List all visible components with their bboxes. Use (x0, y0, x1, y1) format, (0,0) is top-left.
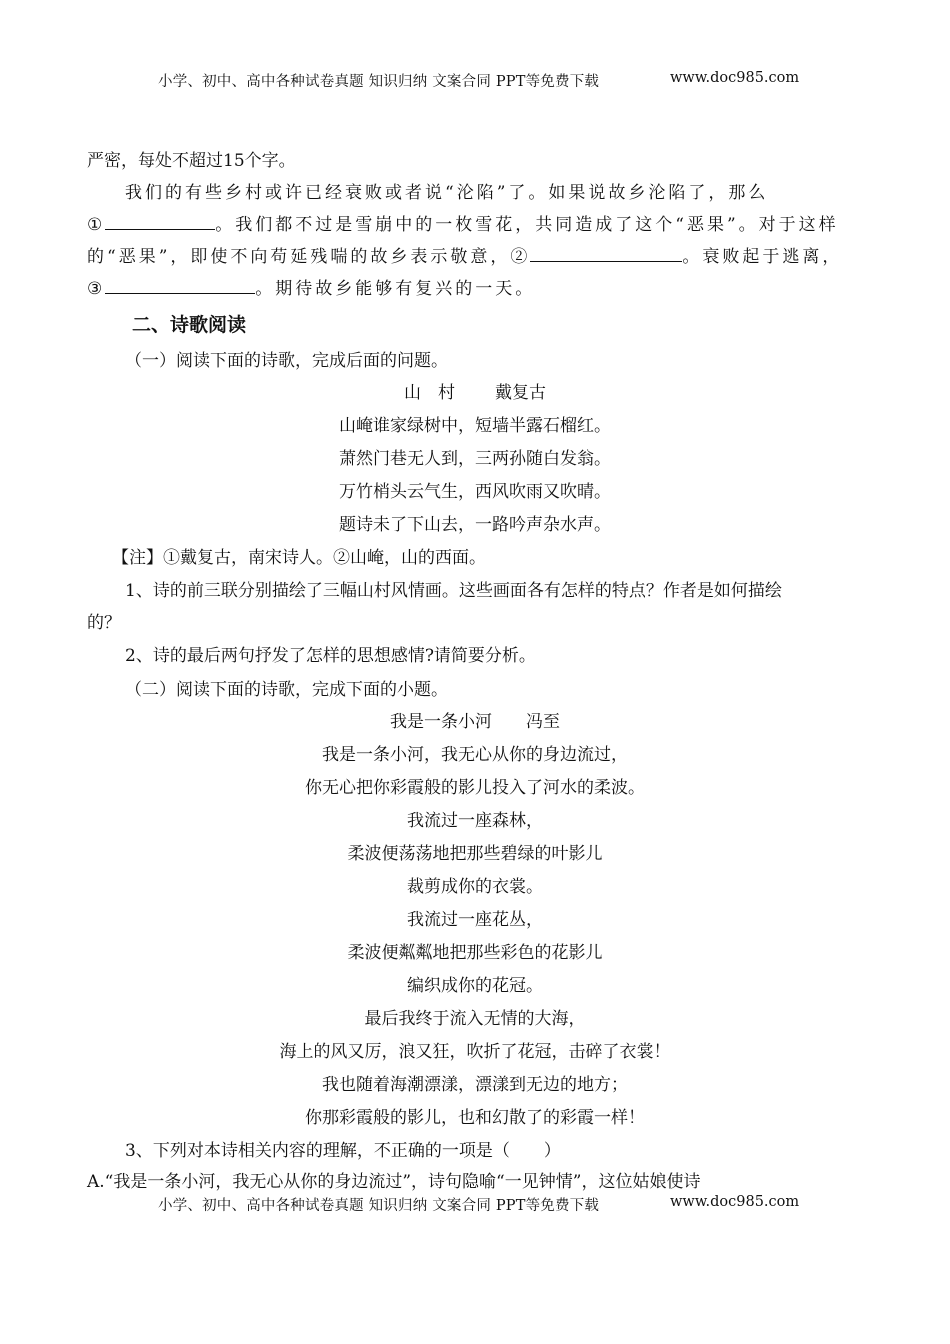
part1-intro: （一）阅读下面的诗歌，完成后面的问题。 (125, 351, 448, 371)
question-3-option-a: A.“我是一条小河，我无心从你的身边流过”，诗句隐喻“一见钟情”，这位姑娘使诗 (87, 1172, 701, 1192)
poem2-line: 我流过一座花丛， (407, 910, 543, 930)
poem2-line: 柔波便粼粼地把那些彩色的花影儿 (347, 943, 603, 963)
poem2-line: 编织成你的花冠。 (407, 976, 543, 996)
poem2-line: 你那彩霞般的影儿，也和幻散了的彩霞一样！ (305, 1108, 645, 1128)
poem2-line: 裁剪成你的衣裳。 (407, 877, 543, 897)
question-1-line2: 的？ (87, 613, 121, 633)
para1-line5-text: 。期待故乡能够有复兴的一天。 (255, 279, 536, 299)
fill-blank-2[interactable] (530, 245, 682, 262)
poem2-line: 我也随着海潮漂漾，漂漾到无边的地方； (322, 1075, 628, 1095)
poem2-line: 你无心把你彩霞般的影儿投入了河水的柔波。 (305, 778, 645, 798)
poem1-title: 山 村 (404, 383, 455, 403)
para1-line3 (87, 210, 839, 235)
para1-line4-text: 的“恶果”，即使不向苟延残喘的故乡表示敬意，② (87, 247, 531, 267)
para1-line2: 我们的有些乡村或许已经衰败或者说“沦陷”了。如果说故乡沦陷了，那么 (125, 183, 769, 203)
poem2-author: 冯至 (526, 712, 560, 732)
para1-line4-end: 。衰败起于逃离， (682, 247, 843, 267)
poem1-title-row (0, 378, 950, 403)
blank-marker-1: ① (87, 215, 106, 235)
page-header-url: www.doc985.com (670, 70, 800, 86)
page-footer-text: 小学、初中、高中各种试卷真题 知识归纳 文案合同 PPT等免费下载 (158, 1198, 600, 1214)
poem2-line: 海上的风又厉，浪又狂，吹折了花冠，击碎了衣裳！ (279, 1042, 671, 1062)
poem1-line: 山崦谁家绿树中，短墙半露石榴红。 (339, 416, 611, 436)
blank-marker-3: ③ (87, 279, 106, 299)
part2-intro: （二）阅读下面的诗歌，完成下面的小题。 (125, 680, 448, 700)
para1-line4 (87, 242, 842, 267)
poem1-line: 万竹梢头云气生，西风吹雨又吹晴。 (339, 482, 611, 502)
poem1-author: 戴复古 (495, 383, 546, 403)
fill-blank-1[interactable] (105, 213, 215, 230)
poem2-line: 最后我终于流入无情的大海， (364, 1009, 586, 1029)
poem2-title: 我是一条小河 (390, 712, 492, 732)
poem1-note: 【注】①戴复古，南宋诗人。②山崦，山的西面。 (112, 548, 486, 568)
poem2-title-row (0, 707, 950, 732)
page-footer-url: www.doc985.com (670, 1194, 800, 1210)
question-3: 3、下列对本诗相关内容的理解，不正确的一项是（ ） (125, 1141, 561, 1161)
question-1-line1: 1、诗的前三联分别描绘了三幅山村风情画。这些画面各有怎样的特点？作者是如何描绘 (125, 581, 782, 601)
para1-line1: 严密，每处不超过15个字。 (87, 151, 296, 171)
poem1-line: 题诗未了下山去，一路吟声杂水声。 (339, 515, 611, 535)
fill-blank-3[interactable] (105, 277, 255, 294)
poem1-line: 萧然门巷无人到，三两孙随白发翁。 (339, 449, 611, 469)
page-header-text: 小学、初中、高中各种试卷真题 知识归纳 文案合同 PPT等免费下载 (158, 74, 600, 90)
poem2-line: 我流过一座森林， (407, 811, 543, 831)
section-title: 二、诗歌阅读 (132, 314, 247, 336)
question-2: 2、诗的最后两句抒发了怎样的思想感情?请简要分析。 (125, 646, 536, 666)
para1-line3-text: 。我们都不过是雪崩中的一枚雪花，共同造成了这个“恶果”。对于这样 (215, 215, 839, 235)
poem2-line: 我是一条小河，我无心从你的身边流过， (322, 745, 628, 765)
para1-line5 (87, 274, 535, 299)
poem2-line: 柔波便荡荡地把那些碧绿的叶影儿 (347, 844, 603, 864)
